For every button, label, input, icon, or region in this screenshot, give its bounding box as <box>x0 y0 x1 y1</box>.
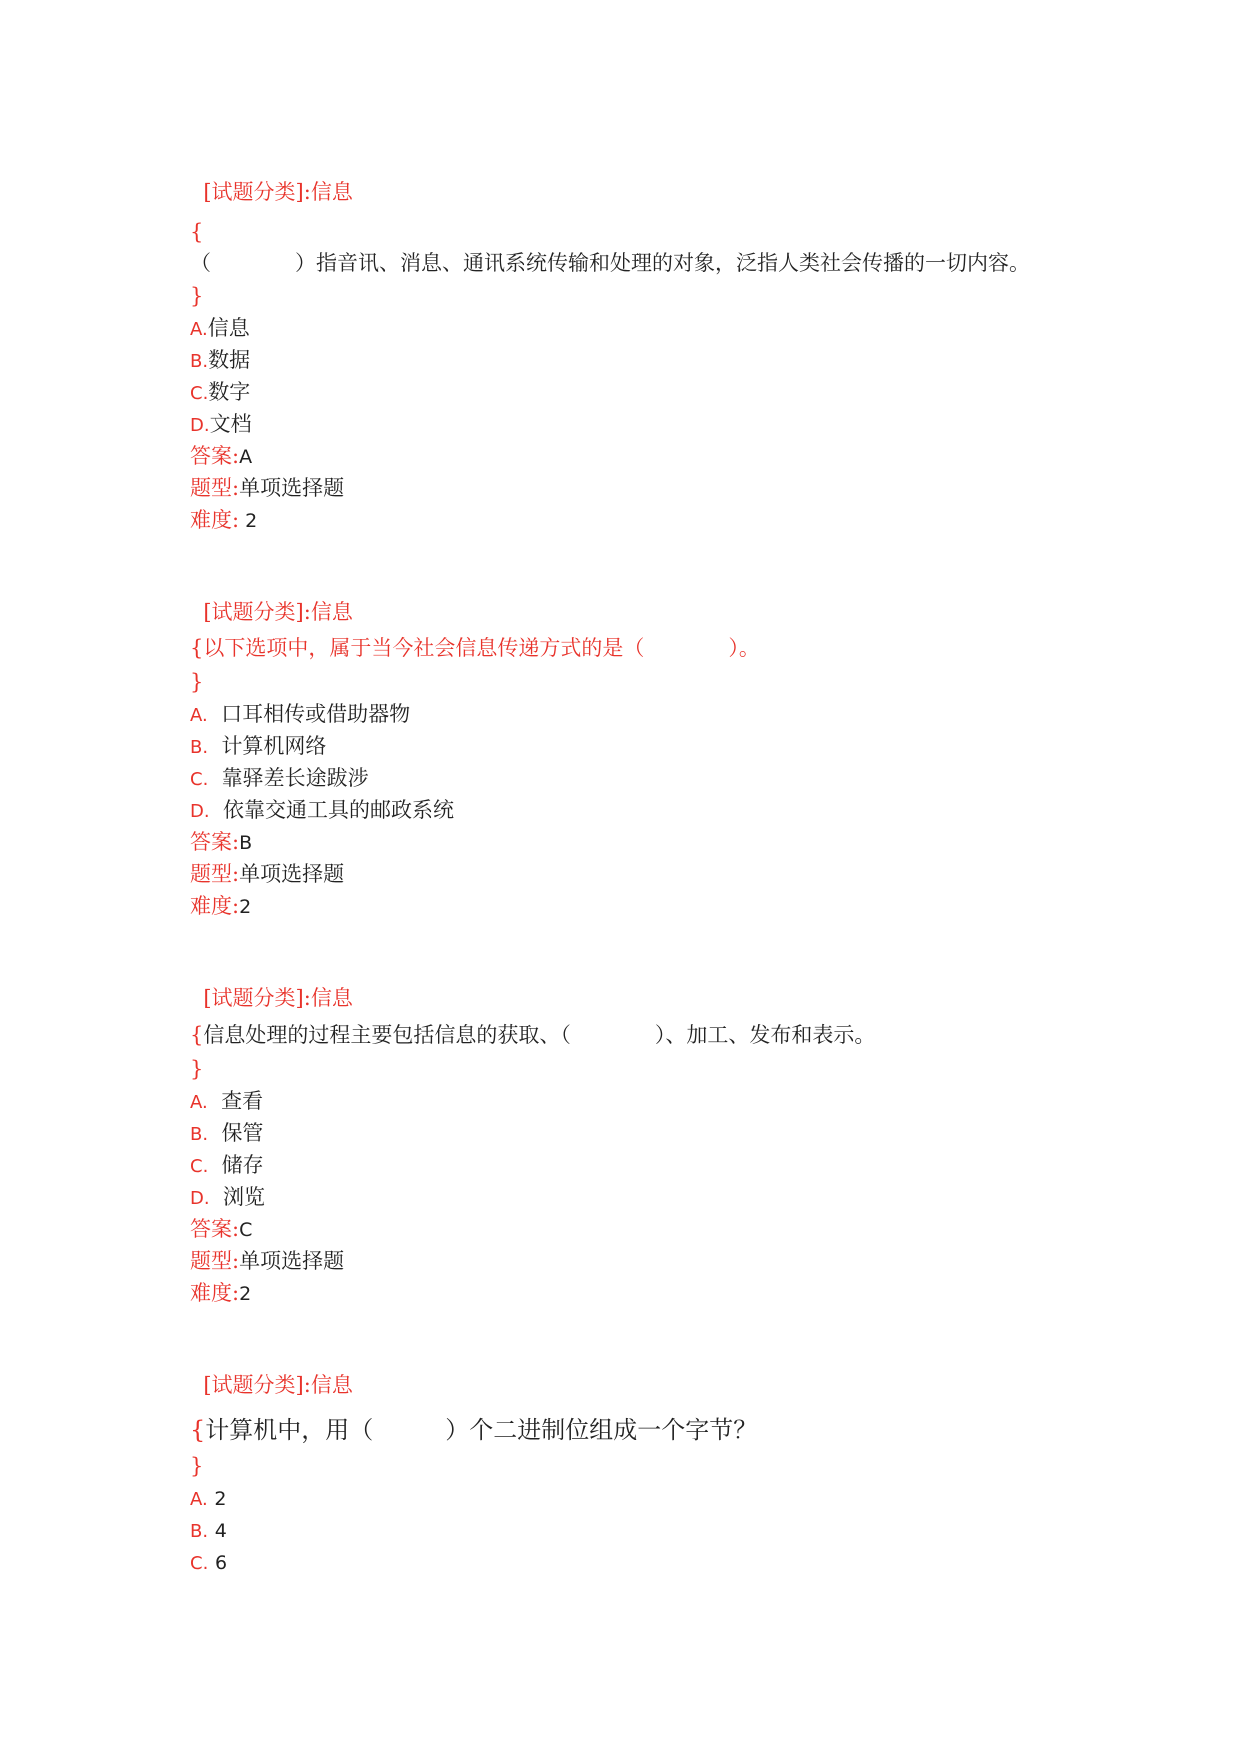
q4-stem: 计算机中，用（ ）个二进制位组成一个字节？ <box>205 1416 758 1444</box>
q3-open-brace: { <box>190 1023 204 1047</box>
q1-stem: （ ）指音讯、消息、通讯系统传输和处理的对象，泛指人类社会传播的一切内容。 <box>190 251 1030 275</box>
q3-option-a <box>190 1087 263 1117</box>
q4-option-b <box>190 1516 227 1546</box>
q1-type <box>190 474 344 502</box>
option-letter: D. <box>190 801 210 822</box>
option-text: 保管 <box>221 1121 264 1145</box>
option-letter: D. <box>190 1188 210 1209</box>
option-letter: B. <box>190 351 209 372</box>
q2-open-brace: { <box>190 636 204 660</box>
option-text: 依靠交通工具的邮政系统 <box>222 798 454 822</box>
answer-label: 答案: <box>190 830 240 854</box>
type-value: 单项选择题 <box>239 862 345 886</box>
q1-category <box>190 150 353 206</box>
q3-type <box>190 1247 344 1275</box>
q1-close-brace: } <box>190 284 204 308</box>
q1-option-c <box>190 378 250 408</box>
q2-option-b <box>190 732 326 762</box>
q4-stem-line <box>190 1414 757 1446</box>
option-letter: A. <box>190 705 208 726</box>
option-letter: C. <box>190 1156 209 1177</box>
q3-category-label: [试题分类]: <box>203 986 311 1010</box>
answer-label: 答案: <box>190 444 240 468</box>
q2-option-c <box>190 764 369 794</box>
option-letter: C. <box>190 769 209 790</box>
q3-option-d <box>190 1183 265 1213</box>
q4-option-c <box>190 1548 227 1578</box>
option-text: 数据 <box>208 348 251 372</box>
difficulty-value: 2 <box>239 510 258 532</box>
option-text: 查看 <box>221 1089 264 1113</box>
option-letter: A. <box>190 1092 208 1113</box>
q1-option-a <box>190 314 250 344</box>
answer-label: 答案: <box>190 1217 240 1241</box>
option-letter: D. <box>190 415 210 436</box>
q1-option-d <box>190 410 252 440</box>
type-label: 题型: <box>190 862 240 886</box>
q2-category-label: [试题分类]: <box>203 600 311 624</box>
q3-option-c <box>190 1151 264 1181</box>
q3-option-b <box>190 1119 263 1149</box>
q4-option-a <box>190 1484 227 1514</box>
q2-difficulty <box>190 892 251 921</box>
q2-category-value: 信息 <box>310 600 353 624</box>
type-value: 单项选择题 <box>239 1249 345 1273</box>
q2-option-d <box>190 796 454 826</box>
q1-open-brace: { <box>190 220 204 244</box>
answer-value: B <box>239 832 253 854</box>
q4-open-brace: { <box>190 1416 206 1444</box>
option-text: 储存 <box>221 1153 264 1177</box>
option-text: 数字 <box>208 380 251 404</box>
option-letter: C. <box>190 383 209 404</box>
type-value: 单项选择题 <box>239 476 345 500</box>
difficulty-label: 难度: <box>190 1281 240 1305</box>
type-label: 题型: <box>190 476 240 500</box>
difficulty-label: 难度: <box>190 894 240 918</box>
option-text: 计算机网络 <box>221 734 327 758</box>
option-letter: B. <box>190 737 209 758</box>
option-text: 6 <box>214 1552 228 1574</box>
option-letter: C. <box>190 1553 209 1574</box>
q3-stem: 信息处理的过程主要包括信息的获取、（ ）、加工、发布和表示。 <box>203 1023 876 1047</box>
q2-stem-line <box>190 634 760 662</box>
option-letter: A. <box>190 1489 208 1510</box>
option-text: 靠驿差长途跋涉 <box>221 766 369 790</box>
option-letter: B. <box>190 1124 209 1145</box>
q3-category-value: 信息 <box>310 986 353 1010</box>
q2-category <box>190 570 353 626</box>
option-text: 信息 <box>207 316 250 340</box>
q2-close-brace: } <box>190 670 204 694</box>
answer-value: A <box>239 446 253 468</box>
q1-answer <box>190 442 252 471</box>
option-text: 2 <box>214 1488 227 1510</box>
q3-close-brace: } <box>190 1057 204 1081</box>
difficulty-value: 2 <box>239 896 252 918</box>
type-label: 题型: <box>190 1249 240 1273</box>
q1-category-value: 信息 <box>310 180 353 204</box>
q2-type <box>190 860 344 888</box>
q1-category-label: [试题分类]: <box>203 180 311 204</box>
q3-difficulty <box>190 1279 251 1308</box>
answer-value: C <box>239 1219 253 1241</box>
q1-difficulty <box>190 506 257 535</box>
q3-category <box>190 956 353 1012</box>
option-text: 口耳相传或借助器物 <box>221 702 411 726</box>
difficulty-value: 2 <box>239 1283 252 1305</box>
q3-answer <box>190 1215 252 1244</box>
option-letter: B. <box>190 1521 209 1542</box>
q3-stem-line <box>190 1021 875 1049</box>
q1-option-b <box>190 346 250 376</box>
q4-category <box>190 1343 353 1399</box>
option-letter: A. <box>190 319 208 340</box>
difficulty-label: 难度: <box>190 508 240 532</box>
q4-category-label: [试题分类]: <box>203 1373 311 1397</box>
q2-option-a <box>190 700 410 730</box>
q2-stem: 以下选项中，属于当今社会信息传递方式的是（ ）。 <box>203 636 760 660</box>
q4-close-brace: } <box>190 1454 204 1478</box>
q2-answer <box>190 828 252 857</box>
option-text: 文档 <box>209 412 252 436</box>
q4-category-value: 信息 <box>310 1373 353 1397</box>
option-text: 4 <box>214 1520 227 1542</box>
option-text: 浏览 <box>222 1185 265 1209</box>
